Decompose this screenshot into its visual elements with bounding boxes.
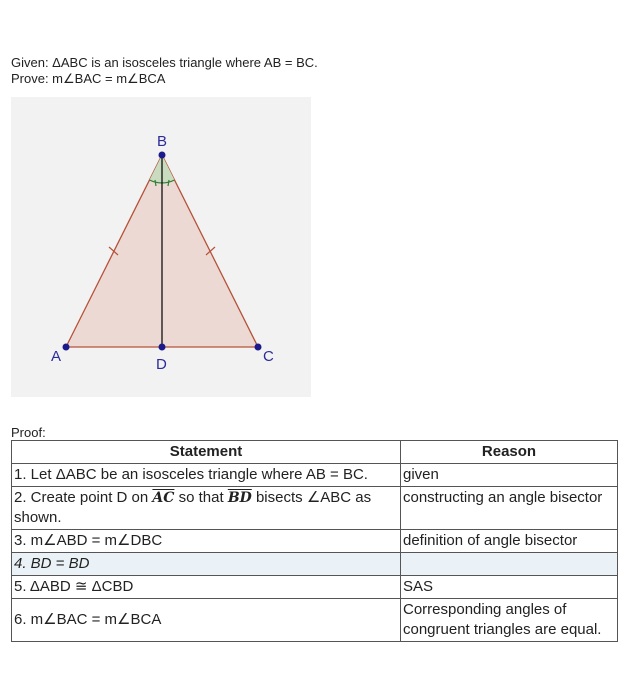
given-block: [11, 55, 318, 87]
statement-2-prefix: 2. Create point D on: [14, 489, 149, 506]
label-d: D: [156, 356, 167, 373]
segment-bd: $\overline{BD}$: [227, 490, 252, 506]
reason-cell-3: definition of angle bisector: [401, 530, 618, 553]
proof-row-2: [12, 487, 618, 530]
reason-cell-5: SAS: [401, 576, 618, 599]
proof-row-6: [12, 599, 618, 642]
reason-cell-2: constructing an angle bisector: [401, 487, 618, 530]
triangle-diagram: [11, 97, 311, 397]
statement-cell-2: [12, 487, 401, 530]
label-b: B: [157, 133, 168, 150]
point-a: [63, 344, 70, 351]
reason-cell-6: Corresponding angles of congruent triangles are equal.: [401, 599, 618, 642]
reason-cell-4-input[interactable]: [401, 553, 618, 576]
label-a: A: [51, 348, 62, 365]
triangle-figure: [11, 97, 311, 397]
statement-cell-3: 3. m∠ABD = m∠DBC: [12, 530, 401, 553]
statement-cell-5: 5. ΔABD ≅ ΔCBD: [12, 576, 401, 599]
proof-header-row: [12, 441, 618, 464]
proof-row-4: [12, 553, 618, 576]
proof-row-5: [12, 576, 618, 599]
proof-table: [11, 440, 618, 642]
reason-header: Reason: [401, 441, 618, 464]
label-c: C: [263, 348, 274, 365]
point-c: [255, 344, 262, 351]
statement-cell-1: 1. Let ΔABC be an isosceles triangle where AB = BC.: [12, 464, 401, 487]
given-statement: Given: ΔABC is an isosceles triangle where AB = BC.: [11, 55, 318, 70]
prove-statement: Prove: m∠BAC = m∠BCA: [11, 71, 166, 86]
statement-header: Statement: [12, 441, 401, 464]
proof-row-1: [12, 464, 618, 487]
proof-label: Proof:: [11, 425, 46, 440]
statement-2-suffix: bisects ∠ABC as shown.: [14, 489, 372, 526]
segment-ac: $\overline{AC}$: [152, 490, 175, 506]
statement-2-mid: so that: [178, 489, 224, 506]
reason-cell-1: given: [401, 464, 618, 487]
proof-row-3: [12, 530, 618, 553]
statement-cell-4: 4. BD = BD: [12, 553, 401, 576]
point-d: [159, 344, 166, 351]
statement-cell-6: 6. m∠BAC = m∠BCA: [12, 599, 401, 642]
point-b: [159, 152, 166, 159]
